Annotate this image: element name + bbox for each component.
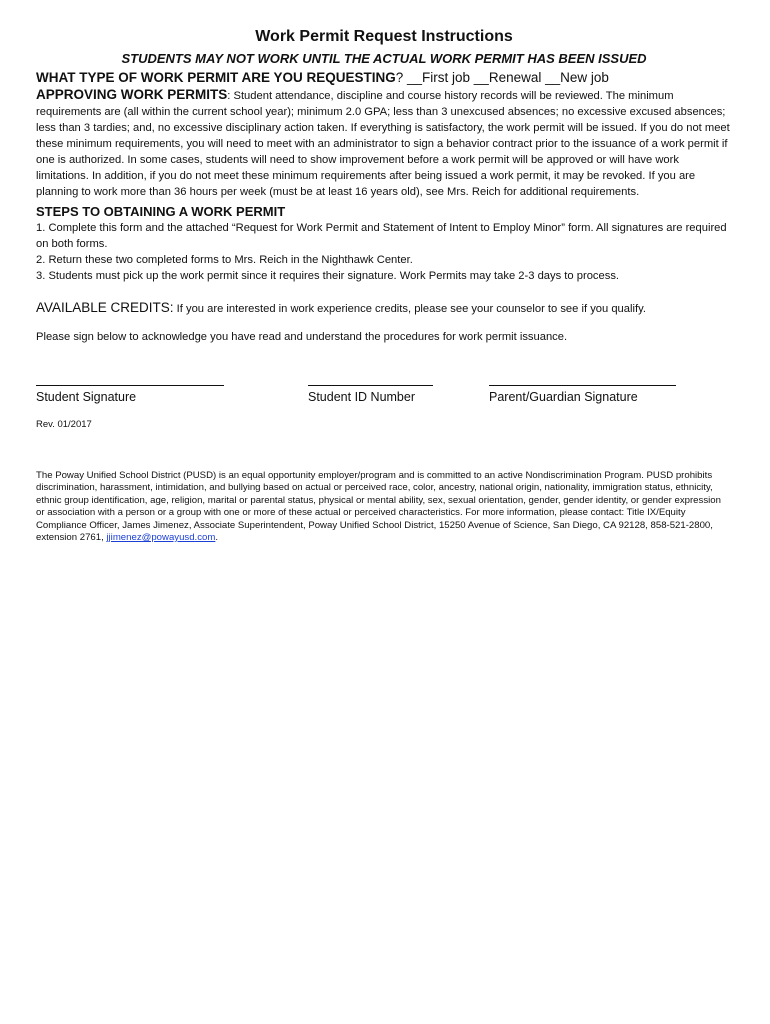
- notice-end: .: [215, 532, 219, 544]
- steps-heading: STEPS TO OBTAINING A WORK PERMIT: [36, 204, 286, 219]
- acknowledge-text: Please sign below to acknowledge you have read and understand the procedures for work permit issuance.: [36, 331, 568, 343]
- page-title: Work Permit Request Instructions: [255, 28, 513, 45]
- credits-section: [36, 300, 732, 315]
- student-id-label: Student ID Number: [308, 390, 415, 404]
- step-item-1: 1. Complete this form and the attached “Request for Work Permit and Statement of Intent to Employ Minor” form. All signatures are required on both forms.: [36, 222, 727, 250]
- student-id-line: [308, 385, 433, 386]
- revision-date: Rev. 01/2017: [36, 419, 92, 430]
- student-signature-label: Student Signature: [36, 390, 137, 404]
- step-item-2: 2. Return these two completed forms to Mrs. Reich in the Nighthawk Center.: [36, 254, 413, 266]
- approving-heading: APPROVING WORK PERMITS: [36, 87, 228, 102]
- approving-section: [36, 87, 732, 200]
- approving-text: : Student attendance, discipline and course history records will be reviewed. The minimum requirements are (all within the current school year); minimum 2.0 GPA; less than 3 unexcused absences; no excessive excused absences; less than 3 tardies; and, no excessive disciplinary action taken. If everything is satisfactory, the work permit will be issued. If you do not meet these minimum requirements, you will need to meet with an administrator to sign a behavior contract prior to the issuance of a work permit if one is authorized. In some cases, students will need to show improvement before a work permit will be approved or will have work limitations. In addition, if you do not meet these minimum requirements after being issued a work permit, it may be revoked. If you are planning to work more than 36 hours per week (must be at least 16 years old), see Mrs. Reich for additional requirements.: [36, 90, 730, 198]
- permit-type-options: ? __First job __Renewal __New job: [395, 70, 609, 85]
- nondiscrimination-notice: [36, 470, 732, 544]
- notice-text: The Poway Unified School District (PUSD) is an equal opportunity employer/program and is committed to an active Nondiscrimination Program. PUSD prohibits discrimination, harassment, intimidation, and bullying based on actual or perceived race, color, ancestry, national origin, nationality, immigration status, ethnicity, ethnic group identification, age, religion, marital or parental status, physical or mental ability, sex, sexual orientation, gender, gender identity, or gender expression or association with a person or a group with one or more of these actual or perceived characteristics. For more information, please contact: Title IX/Equity Compliance Officer, James Jimenez, Associate Superintendent, Poway Unified School District, 15250 Avenue of Science, San Diego, CA 92128, 858-521-2800, extension 2761,: [36, 470, 721, 544]
- student-signature-line: [36, 385, 224, 386]
- permit-type-question: [36, 70, 732, 85]
- parent-signature-field[interactable]: [489, 385, 676, 404]
- student-id-field[interactable]: [308, 385, 433, 404]
- warning-subtitle: STUDENTS MAY NOT WORK UNTIL THE ACTUAL WORK PERMIT HAS BEEN ISSUED: [121, 51, 647, 66]
- step-item-3: 3. Students must pick up the work permit since it requires their signature. Work Permits may take 2-3 days to process.: [36, 270, 620, 282]
- student-signature-field[interactable]: [36, 385, 224, 404]
- permit-type-label: WHAT TYPE OF WORK PERMIT ARE YOU REQUESTING: [36, 70, 396, 85]
- parent-signature-line: [489, 385, 676, 386]
- contact-email-link[interactable]: jjimenez@powayusd.com: [106, 532, 216, 544]
- signature-block: [36, 385, 732, 455]
- parent-signature-label: Parent/Guardian Signature: [489, 390, 638, 404]
- credits-text: If you are interested in work experience credits, please see your counselor to see if you qualify.: [173, 303, 646, 315]
- credits-heading: AVAILABLE CREDITS:: [36, 300, 174, 315]
